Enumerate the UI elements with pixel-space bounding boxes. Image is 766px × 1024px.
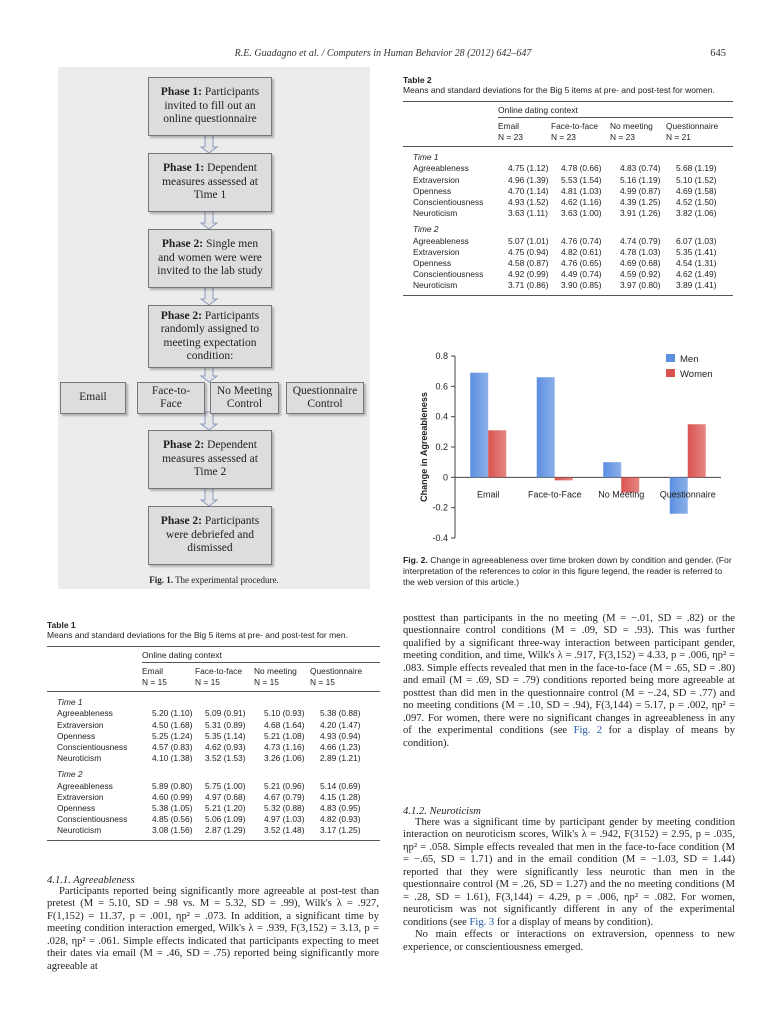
table1-value-cell: 4.83 (0.95) <box>320 803 361 814</box>
table2-value-cell: 5.16 (1.19) <box>620 174 661 185</box>
figure2-caption-label: Fig. 2. <box>403 555 428 565</box>
flowchart-box-line: Phase 2: Single men <box>161 238 259 251</box>
table1-column-name: No meeting <box>254 665 297 676</box>
table1-data-row <box>47 753 380 764</box>
flowchart-box-line: Phase 2: Participants <box>160 515 260 528</box>
table2-value-cell: 5.10 (1.52) <box>676 174 717 185</box>
condition-box-line: Email <box>79 391 107 404</box>
table1-rule <box>47 646 380 647</box>
table1-value-cell: 5.38 (0.88) <box>320 708 361 719</box>
table2-trait-cell: Openness <box>413 185 452 196</box>
flowchart-arrow <box>201 487 217 506</box>
flowchart-arrow <box>201 134 217 153</box>
table1-column-name: Questionnaire <box>310 665 363 676</box>
table1-column-n: N = 15 <box>142 677 167 687</box>
y-tick-label: -0.4 <box>432 533 448 543</box>
table2-column-name: No meeting <box>610 120 653 131</box>
flowchart-box-line: condition: <box>186 350 234 362</box>
flowchart-phase-label: Phase 1: <box>163 162 208 175</box>
table1-trait-cell: Conscientiousness <box>57 814 128 825</box>
table2-value-cell: 4.76 (0.74) <box>561 235 602 246</box>
flowchart-arrow <box>201 366 217 382</box>
table1-column-header <box>254 666 310 688</box>
table2-value-cell: 3.90 (0.85) <box>561 280 602 291</box>
table2-value-cell: 4.58 (0.87) <box>508 258 549 269</box>
bar-women-1 <box>555 477 573 480</box>
table1-value-cell: 5.75 (1.00) <box>205 780 246 791</box>
table1-value-cell: 4.66 (1.23) <box>320 742 361 753</box>
table2-time-label: Time 2 <box>413 224 439 235</box>
figure1-caption <box>58 575 370 585</box>
figure2-chart <box>403 348 739 548</box>
table1-trait-cell: Extraversion <box>57 719 104 730</box>
table1-data-row <box>47 731 380 742</box>
table2-trait-cell: Neuroticism <box>413 208 458 219</box>
table2-value-cell: 4.78 (0.66) <box>561 163 602 174</box>
table1-column-name: Email <box>142 665 163 676</box>
table1-time-row <box>47 764 380 780</box>
table1-trait-cell: Neuroticism <box>57 825 102 836</box>
bar-men-2 <box>603 462 621 477</box>
table2-data-row <box>403 236 733 247</box>
right-column-continuation <box>403 613 735 750</box>
x-category-label: No Meeting <box>598 489 645 500</box>
flowchart-box-line: measures assessed at <box>162 175 258 188</box>
table2-value-cell: 3.91 (1.26) <box>620 208 661 219</box>
table2-value-cell: 4.62 (1.49) <box>676 269 717 280</box>
table1-value-cell: 4.97 (0.68) <box>205 791 246 802</box>
table1-value-cell: 4.57 (0.83) <box>152 742 193 753</box>
section-4-1-2-title: 4.1.2. Neuroticism <box>403 806 481 817</box>
table2-data-row <box>403 280 733 291</box>
table1-data-row <box>47 814 380 825</box>
flowchart-box-6 <box>148 506 272 565</box>
table1-trait-cell: Conscientiousness <box>57 742 128 753</box>
table1-trait-cell: Openness <box>57 730 96 741</box>
fig3-link[interactable]: Fig. 3 <box>469 916 495 928</box>
table2-trait-cell: Conscientiousness <box>413 197 484 208</box>
table1-header-row <box>47 666 380 688</box>
final-paragraph: No main effects or interactions on extraversion, openness to new experience, or conscientiousness emerged. <box>403 929 735 953</box>
table2-value-cell: 4.82 (0.61) <box>561 246 602 257</box>
flowchart-box-line: Phase 1: Dependent <box>163 162 257 175</box>
table2-value-cell: 4.52 (1.50) <box>676 197 717 208</box>
flowchart-box-line: Time 1 <box>193 189 227 202</box>
table1-value-cell: 4.97 (1.03) <box>264 814 305 825</box>
table1-value-cell: 5.10 (0.93) <box>264 708 305 719</box>
table1-trait-cell: Neuroticism <box>57 753 102 764</box>
condition-box-4 <box>286 382 364 414</box>
bar-women-0 <box>488 430 506 477</box>
table2-value-cell: 4.54 (1.31) <box>676 258 717 269</box>
bar-chart-svg <box>403 348 739 548</box>
table1-value-cell: 4.62 (0.93) <box>205 742 246 753</box>
table2-value-cell: 4.39 (1.25) <box>620 197 661 208</box>
table2-value-cell: 4.59 (0.92) <box>620 269 661 280</box>
table2-data-row <box>403 197 733 208</box>
figure2-caption <box>403 555 735 588</box>
table1-value-cell: 4.10 (1.38) <box>152 753 193 764</box>
condition-box-line: Questionnaire <box>292 384 358 397</box>
y-tick-label: -0.2 <box>432 502 448 513</box>
table1-column-name: Face-to-face <box>195 665 243 676</box>
flowchart-box-3 <box>148 229 272 288</box>
table1-trait-cell: Openness <box>57 803 96 814</box>
table2-value-cell: 4.99 (0.87) <box>620 185 661 196</box>
table2-trait-cell: Conscientiousness <box>413 269 484 280</box>
table2-value-cell: 3.71 (0.86) <box>508 280 549 291</box>
flowchart-box-line: meeting expectation <box>163 336 257 349</box>
section-4-1-2 <box>403 806 735 954</box>
table2-trait-cell: Extraversion <box>413 246 460 257</box>
flowchart-phase-label: Phase 1: <box>160 86 205 99</box>
table2-column-header <box>498 121 551 143</box>
page-number: 645 <box>710 48 726 59</box>
table1-column-n: N = 15 <box>195 677 220 687</box>
table2-label: Table 2 <box>403 75 432 85</box>
table1-value-cell: 5.21 (0.96) <box>264 780 305 791</box>
table2-body <box>403 101 733 296</box>
table1-data-table <box>47 697 380 836</box>
table1-value-cell: 5.31 (0.89) <box>205 719 246 730</box>
table2-header-row <box>403 121 733 143</box>
table2-column-name: Face-to-face <box>551 120 599 131</box>
table1-time-label: Time 1 <box>57 697 83 708</box>
condition-box-line: Face <box>160 398 182 410</box>
table2-value-cell: 3.63 (1.00) <box>561 208 602 219</box>
table1-value-cell: 5.25 (1.24) <box>152 730 193 741</box>
condition-box-3 <box>210 382 279 414</box>
table1-value-cell: 4.85 (0.56) <box>152 814 193 825</box>
y-tick-label: 0.6 <box>435 381 448 392</box>
table1-column-header <box>195 666 254 688</box>
table2-trait-cell: Extraversion <box>413 174 460 185</box>
table2-column-n: N = 23 <box>551 132 576 142</box>
table2-trait-cell: Openness <box>413 258 452 269</box>
table2-data-row <box>403 175 733 186</box>
table2-value-cell: 4.76 (0.65) <box>561 258 602 269</box>
table1-data-row <box>47 781 380 792</box>
table2-trait-cell: Agreeableness <box>413 163 469 174</box>
table2-header-cell <box>403 121 498 143</box>
table2-value-cell: 3.89 (1.41) <box>676 280 717 291</box>
table1-label: Table 1 <box>47 620 76 630</box>
table2-column-name: Email <box>498 120 519 131</box>
table1-value-cell: 5.32 (0.88) <box>264 803 305 814</box>
continuation-paragraph <box>403 613 735 750</box>
table1-value-cell: 4.20 (1.47) <box>320 719 361 730</box>
table2-table <box>403 121 733 143</box>
table2-value-cell: 4.70 (1.14) <box>508 185 549 196</box>
table2-column-header <box>666 121 733 143</box>
flowchart-phase-label: Phase 2: <box>161 238 206 251</box>
flowchart-box-line: Time 2 <box>193 466 227 479</box>
section-4-1-1-title: 4.1.1. Agreeableness <box>47 875 135 886</box>
table1-value-cell: 5.09 (0.91) <box>205 708 246 719</box>
table2-time-row <box>403 152 733 163</box>
continuation-text-1: posttest than participants in the no meeting (M = −.01, SD = .82) or the questionnaire control conditions (M = .09, SD = .93). This was further qualified by a significant three-way interaction between participant gender, meeting condition, and time, Wilk's λ = .917, F(3,152) = 4.33, p = .006, ηp² = .083. Simple effects revealed that men in the face-to-face (M = .65, SD = .80) and email (M = .69, SD = .79) conditions reported being more agreeable at posttest than did men in the questionnaire control (M = −.24, SD = .77) and no meeting conditions (M = .10, SD = .94), F(3,144) = 5.17, p = .002, ηp² = .097. For women, there were no significant changes in agreeableness in any of the experimental conditions (see <box>403 613 735 737</box>
table1-rule <box>142 662 380 663</box>
condition-box-line: Face-to- <box>151 384 191 397</box>
table2-value-cell: 3.97 (0.80) <box>620 280 661 291</box>
table2-rule <box>498 117 733 118</box>
table1-body <box>47 646 380 841</box>
table1-trait-cell: Agreeableness <box>57 780 113 791</box>
flowchart-box-line: dismissed <box>187 542 233 555</box>
table1-header-cell <box>47 666 142 688</box>
continuation-text-2: for a display of means by condition). <box>403 725 736 749</box>
bar-men-1 <box>537 377 555 477</box>
table2-value-cell: 6.07 (1.03) <box>676 235 717 246</box>
table2-value-cell: 4.93 (1.52) <box>508 197 549 208</box>
table1-value-cell: 3.17 (1.25) <box>320 825 361 836</box>
table1-value-cell: 5.89 (0.80) <box>152 780 193 791</box>
table1-trait-cell: Agreeableness <box>57 708 113 719</box>
table1-value-cell: 4.93 (0.94) <box>320 730 361 741</box>
table1-caption: Means and standard deviations for the Big 5 items at pre- and post-test for men. <box>47 630 348 640</box>
x-category-label: Questionnaire <box>659 489 716 500</box>
table1-column-header <box>142 666 195 688</box>
figure1-caption-text: The experimental procedure. <box>175 575 279 585</box>
table2-value-cell: 4.75 (0.94) <box>508 246 549 257</box>
table1-value-cell: 4.82 (0.93) <box>320 814 361 825</box>
flowchart-box-2 <box>148 153 272 212</box>
table1-value-cell: 4.15 (1.28) <box>320 791 361 802</box>
table2-column-name: Questionnaire <box>666 120 719 131</box>
flowchart-box-1 <box>148 77 272 136</box>
table1-data-row <box>47 792 380 803</box>
table1-data-row <box>47 803 380 814</box>
table1-data-row <box>47 825 380 836</box>
flowchart-box-line: were debriefed and <box>165 528 255 541</box>
table2-data-row <box>403 208 733 219</box>
table1-column-n: N = 15 <box>254 677 279 687</box>
y-tick-label: 0.8 <box>435 351 448 361</box>
flowchart-box-line: online questionnaire <box>163 113 257 126</box>
flowchart-box-5 <box>148 430 272 489</box>
table1-value-cell: 5.20 (1.10) <box>152 708 193 719</box>
y-axis-title: Change in Agreeableness <box>419 392 429 502</box>
flowchart-box-line: Phase 1: Participants <box>160 86 260 99</box>
table1-value-cell: 3.08 (1.56) <box>152 825 193 836</box>
table1-value-cell: 2.89 (1.21) <box>320 753 361 764</box>
figure2-caption-text: Change in agreeableness over time broken down by condition and gender. (For interpretation of the references to color in this figure legend, the reader is referred to the web version of this article.) <box>403 555 732 587</box>
table1-time-label: Time 2 <box>57 769 83 780</box>
table2 <box>403 75 733 296</box>
table2-value-cell: 4.49 (0.74) <box>561 269 602 280</box>
flowchart-phase-label: Phase 2: <box>160 309 205 322</box>
table1-trait-cell: Extraversion <box>57 791 104 802</box>
x-category-label: Email <box>476 489 500 500</box>
condition-box-1 <box>60 382 126 414</box>
table2-value-cell: 4.81 (1.03) <box>561 185 602 196</box>
table2-data-row <box>403 163 733 174</box>
y-tick-label: 0.2 <box>435 442 448 452</box>
table1-rule <box>47 691 380 692</box>
table2-value-cell: 4.62 (1.16) <box>561 197 602 208</box>
neuroticism-text-1: There was a significant time by participant gender by meeting condition interaction on neuroticism scores, Wilk's λ = .942, F(3152) = 2.95, p = .035, ηp² = .058. Simple effects revealed that men in the face-to-face condition (M = −.65, SD = 1.71) and in the email condition (M = −1.03, SD = 1.44) reported that they were significantly less neurotic than men in the questionnaire control (M = .26, SD = 1.27) and the no meeting conditions (M = .28, SD = 1.61), F(3,144) = 4.29, p = .006, ηp² = .082. For women, neuroticism was not significantly different in any of the experimental conditions (see <box>403 817 735 928</box>
table2-data-table <box>403 152 733 291</box>
flowchart-box-line: and women were were <box>158 251 262 264</box>
table2-value-cell: 5.53 (1.54) <box>561 174 602 185</box>
condition-box-line: Control <box>226 398 263 410</box>
table2-column-n: N = 21 <box>666 132 691 142</box>
flowchart-box-line: invited to the lab study <box>157 265 263 278</box>
table2-column-header <box>610 121 666 143</box>
table2-time-label: Time 1 <box>413 152 439 163</box>
bar-women-3 <box>688 424 706 477</box>
flowchart-arrow <box>201 412 217 430</box>
table2-rule <box>403 101 733 102</box>
flowchart-box-line: invited to fill out an <box>164 99 256 112</box>
table2-value-cell: 4.69 (0.68) <box>620 258 661 269</box>
table2-column-n: N = 23 <box>498 132 523 142</box>
legend-swatch-women <box>666 369 675 377</box>
table1-column-n: N = 15 <box>310 677 335 687</box>
table2-value-cell: 3.82 (1.06) <box>676 208 717 219</box>
table2-value-cell: 4.96 (1.39) <box>508 174 549 185</box>
table1-value-cell: 3.52 (1.53) <box>205 753 246 764</box>
flowchart-box-line: randomly assigned to <box>160 323 260 335</box>
flowchart-phase-label: Phase 2: <box>163 439 208 452</box>
table2-data-row <box>403 258 733 269</box>
bar-men-0 <box>470 373 488 478</box>
table1-value-cell: 5.06 (1.09) <box>205 814 246 825</box>
y-tick-label: 0.4 <box>435 411 448 422</box>
table2-value-cell: 4.83 (0.74) <box>620 163 661 174</box>
table1 <box>47 620 380 841</box>
condition-box-line: Control <box>307 398 343 410</box>
table2-value-cell: 4.75 (1.12) <box>508 163 549 174</box>
table2-value-cell: 4.74 (0.79) <box>620 235 661 246</box>
table1-value-cell: 4.60 (0.99) <box>152 791 193 802</box>
table2-time-row <box>403 219 733 235</box>
table2-value-cell: 4.92 (0.99) <box>508 269 549 280</box>
table1-column-header <box>310 666 380 688</box>
table2-data-row <box>403 186 733 197</box>
table2-rule <box>403 295 733 296</box>
table2-value-cell: 5.35 (1.41) <box>676 246 717 257</box>
legend-label-men: Men <box>680 354 699 365</box>
table2-rule <box>403 146 733 147</box>
x-category-label: Face-to-Face <box>527 489 582 500</box>
table1-value-cell: 4.50 (1.68) <box>152 719 193 730</box>
table2-value-cell: 5.07 (1.01) <box>508 235 549 246</box>
condition-box-2 <box>137 382 205 414</box>
table2-value-cell: 4.78 (1.03) <box>620 246 661 257</box>
table1-context-header: Online dating context <box>142 650 222 660</box>
legend-label-women: Women <box>680 369 713 380</box>
table2-value-cell: 3.63 (1.11) <box>508 208 548 219</box>
flowchart-arrow <box>201 210 217 229</box>
table2-column-n: N = 23 <box>610 132 635 142</box>
table1-value-cell: 5.14 (0.69) <box>320 780 361 791</box>
flowchart-arrow <box>201 286 217 305</box>
table1-data-row <box>47 708 380 719</box>
table1-value-cell: 5.21 (1.08) <box>264 730 305 741</box>
table2-value-cell: 5.68 (1.19) <box>676 163 717 174</box>
table1-data-row <box>47 720 380 731</box>
table1-value-cell: 4.73 (1.16) <box>264 742 305 753</box>
figure1-caption-label: Fig. 1. <box>149 575 173 585</box>
table1-value-cell: 5.38 (1.05) <box>152 803 193 814</box>
flowchart-phase-label: Phase 2: <box>160 515 205 528</box>
flowchart-box-line: Phase 2: Participants <box>160 309 260 322</box>
table1-value-cell: 5.35 (1.14) <box>205 730 246 741</box>
flowchart-box-line: Phase 2: Dependent <box>163 439 257 452</box>
table1-time-row <box>47 697 380 708</box>
section-4-1-1-paragraph: Participants reported being significantly more agreeable at post-test than pretest (M = 5.10, SD = .98 vs. M = 5.32, SD = .99), Wilk's λ = .927, F(1,152) = 11.37, p = .001, ηp² = .073. In addition, a significant time by meeting condition interaction emerged, Wilk's λ = .939, F(3,152) = 3.13, p = .028, ηp² = .061. Simple effects indicated that participants expecting to meet their dates via email (M = .46, SD = .75) reported being significantly more agreeable at <box>47 886 379 972</box>
table1-value-cell: 4.68 (1.64) <box>264 719 305 730</box>
table2-caption: Means and standard deviations for the Big 5 items at pre- and post-test for women. <box>403 85 715 95</box>
table2-context-header: Online dating context <box>498 105 578 115</box>
table2-trait-cell: Agreeableness <box>413 235 469 246</box>
section-4-1-2-paragraph <box>403 817 735 929</box>
fig2-link[interactable]: Fig. 2 <box>573 725 603 737</box>
table1-value-cell: 2.87 (1.29) <box>205 825 246 836</box>
table1-value-cell: 3.26 (1.06) <box>264 753 305 764</box>
table2-data-row <box>403 269 733 280</box>
table1-data-row <box>47 742 380 753</box>
legend-swatch-men <box>666 354 675 362</box>
table2-trait-cell: Neuroticism <box>413 280 458 291</box>
running-head: R.E. Guadagno et al. / Computers in Human Behavior 28 (2012) 642–647 <box>234 48 532 59</box>
condition-box-line: No Meeting <box>216 384 273 397</box>
flowchart-box-line: measures assessed at <box>162 452 258 465</box>
table1-value-cell: 4.67 (0.79) <box>264 791 305 802</box>
flowchart-box-4 <box>148 305 272 368</box>
table2-column-header <box>551 121 610 143</box>
table1-value-cell: 3.52 (1.48) <box>264 825 305 836</box>
y-tick-label: 0 <box>442 472 448 483</box>
neuroticism-text-2: for a display of means by condition). <box>494 916 654 928</box>
table2-data-row <box>403 247 733 258</box>
table2-value-cell: 4.69 (1.58) <box>676 185 717 196</box>
section-4-1-1 <box>47 875 379 973</box>
table1-value-cell: 5.21 (1.20) <box>205 803 246 814</box>
table1-rule <box>47 840 380 841</box>
table1-table <box>47 666 380 688</box>
